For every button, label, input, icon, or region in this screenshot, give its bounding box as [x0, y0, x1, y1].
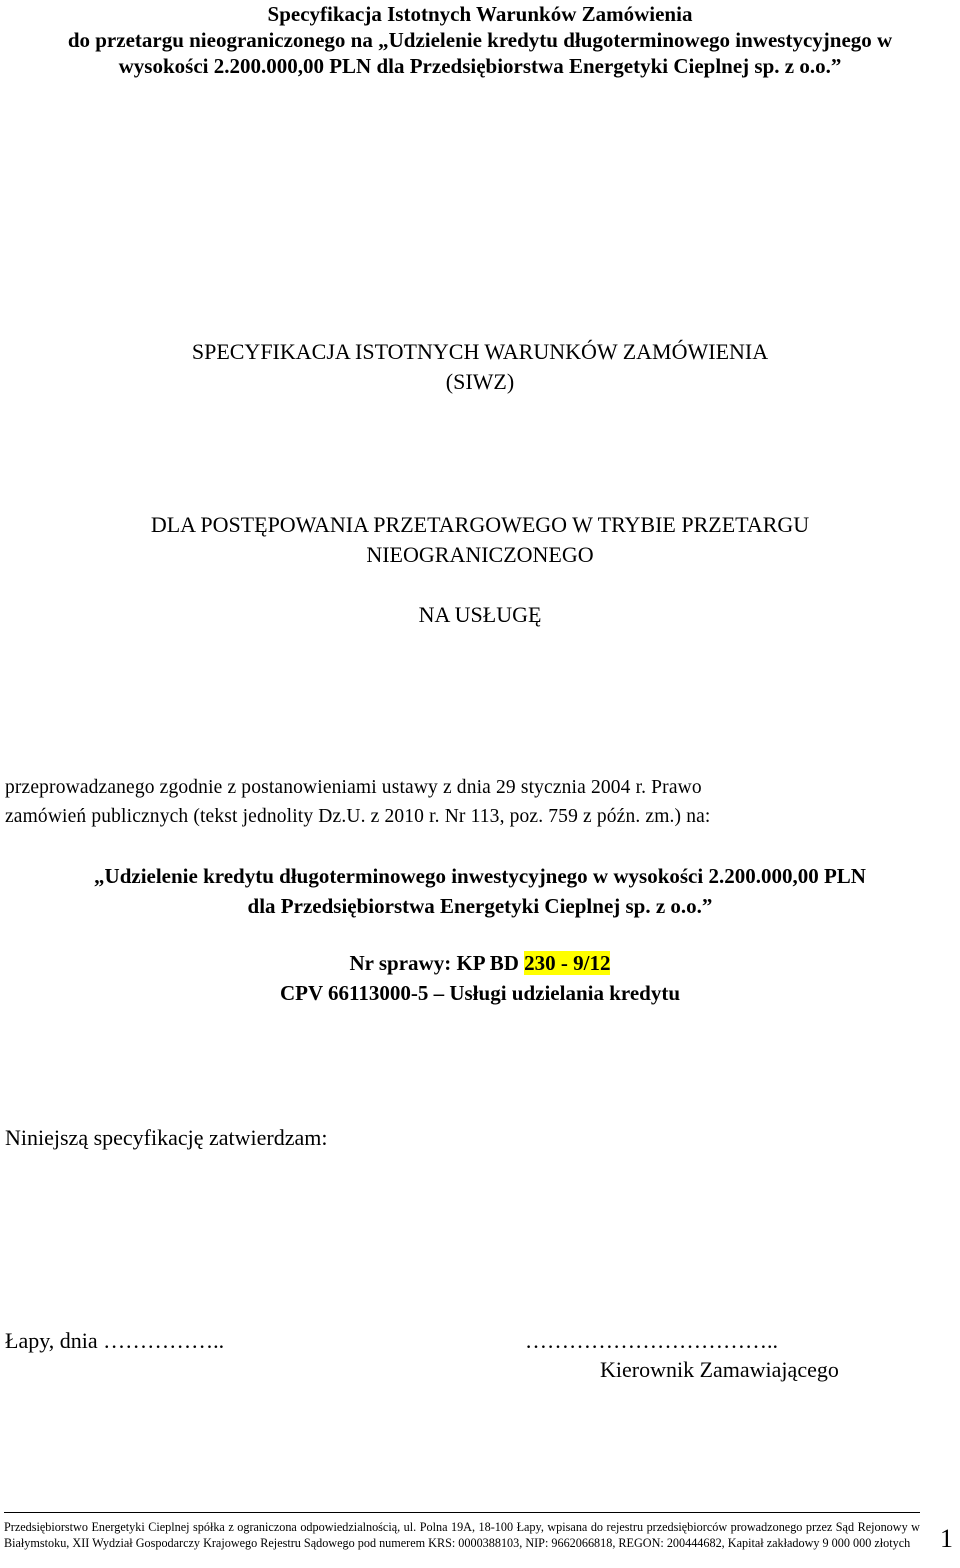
- signature-dots: ……………………………..: [525, 1328, 778, 1353]
- legal-basis-paragraph: [5, 773, 960, 831]
- footer-divider: [4, 1512, 920, 1513]
- place-date: Łapy, dnia ……………..: [5, 1328, 225, 1353]
- case-number: [0, 948, 960, 978]
- signatory-role: Kierownik Zamawiającego: [600, 1357, 839, 1382]
- procedure-line-2: NIEOGRANICZONEGO: [366, 542, 594, 567]
- approval-text: Niniejszą specyfikację zatwierdzam:: [5, 1125, 328, 1150]
- legal-basis-line-1: przeprowadzanego zgodnie z postanowieniami ustawy z dnia 29 stycznia 2004 r. Prawo: [5, 777, 702, 798]
- title-line-2: (SIWZ): [445, 369, 515, 394]
- case-number-highlight: 230 - 9/12: [524, 951, 611, 975]
- header-line-1: Specyfikacja Istotnych Warunków Zamówienia: [267, 2, 693, 26]
- document-header: [0, 1, 960, 79]
- document-title: [0, 337, 960, 397]
- cpv-code: CPV 66113000-5 – Usługi udzielania kredytu: [279, 981, 681, 1005]
- header-line-2: do przetargu nieograniczonego na „Udzielenie kredytu długoterminowego inwestycyjnego w: [67, 28, 893, 52]
- footer-company-info: Przedsiębiorstwo Energetyki Cieplnej spółka z ograniczona odpowiedzialnością, ul. Polna 19A, 18-100 Łapy, wpisana do rejestru przedsiębiorców prowadzonego przez Sąd Rejonowy w Białymstoku, XII Wydział Gospodarczy Krajowego Rejestru Sądowego pod numerem KRS: 0000388103, NIP: 9662066818, REGON: 200444682, Kapitał zakładowy 9 000 000 złotych: [4, 1520, 920, 1550]
- title-line-1: SPECYFIKACJA ISTOTNYCH WARUNKÓW ZAMÓWIENIA: [191, 339, 769, 364]
- subject-line-2: dla Przedsiębiorstwa Energetyki Cieplnej sp. z o.o.”: [247, 894, 713, 918]
- page-number: 1: [940, 1524, 953, 1553]
- procedure-line-1: DLA POSTĘPOWANIA PRZETARGOWEGO W TRYBIE PRZETARGU: [150, 512, 810, 537]
- header-line-3: wysokości 2.200.000,00 PLN dla Przedsiębiorstwa Energetyki Cieplnej sp. z o.o.”: [118, 54, 842, 78]
- legal-basis-line-2: zamówień publicznych (tekst jednolity Dz.U. z 2010 r. Nr 113, poz. 759 z późn. zm.) na:: [5, 806, 711, 827]
- procedure-heading: [0, 510, 960, 570]
- case-number-prefix: Nr sprawy: KP BD: [349, 951, 525, 975]
- procedure-line-3: NA USŁUGĘ: [418, 602, 542, 627]
- subject-line-1: „Udzielenie kredytu długoterminowego inwestycyjnego w wysokości 2.200.000,00 PLN: [94, 864, 866, 888]
- order-subject: [0, 861, 960, 921]
